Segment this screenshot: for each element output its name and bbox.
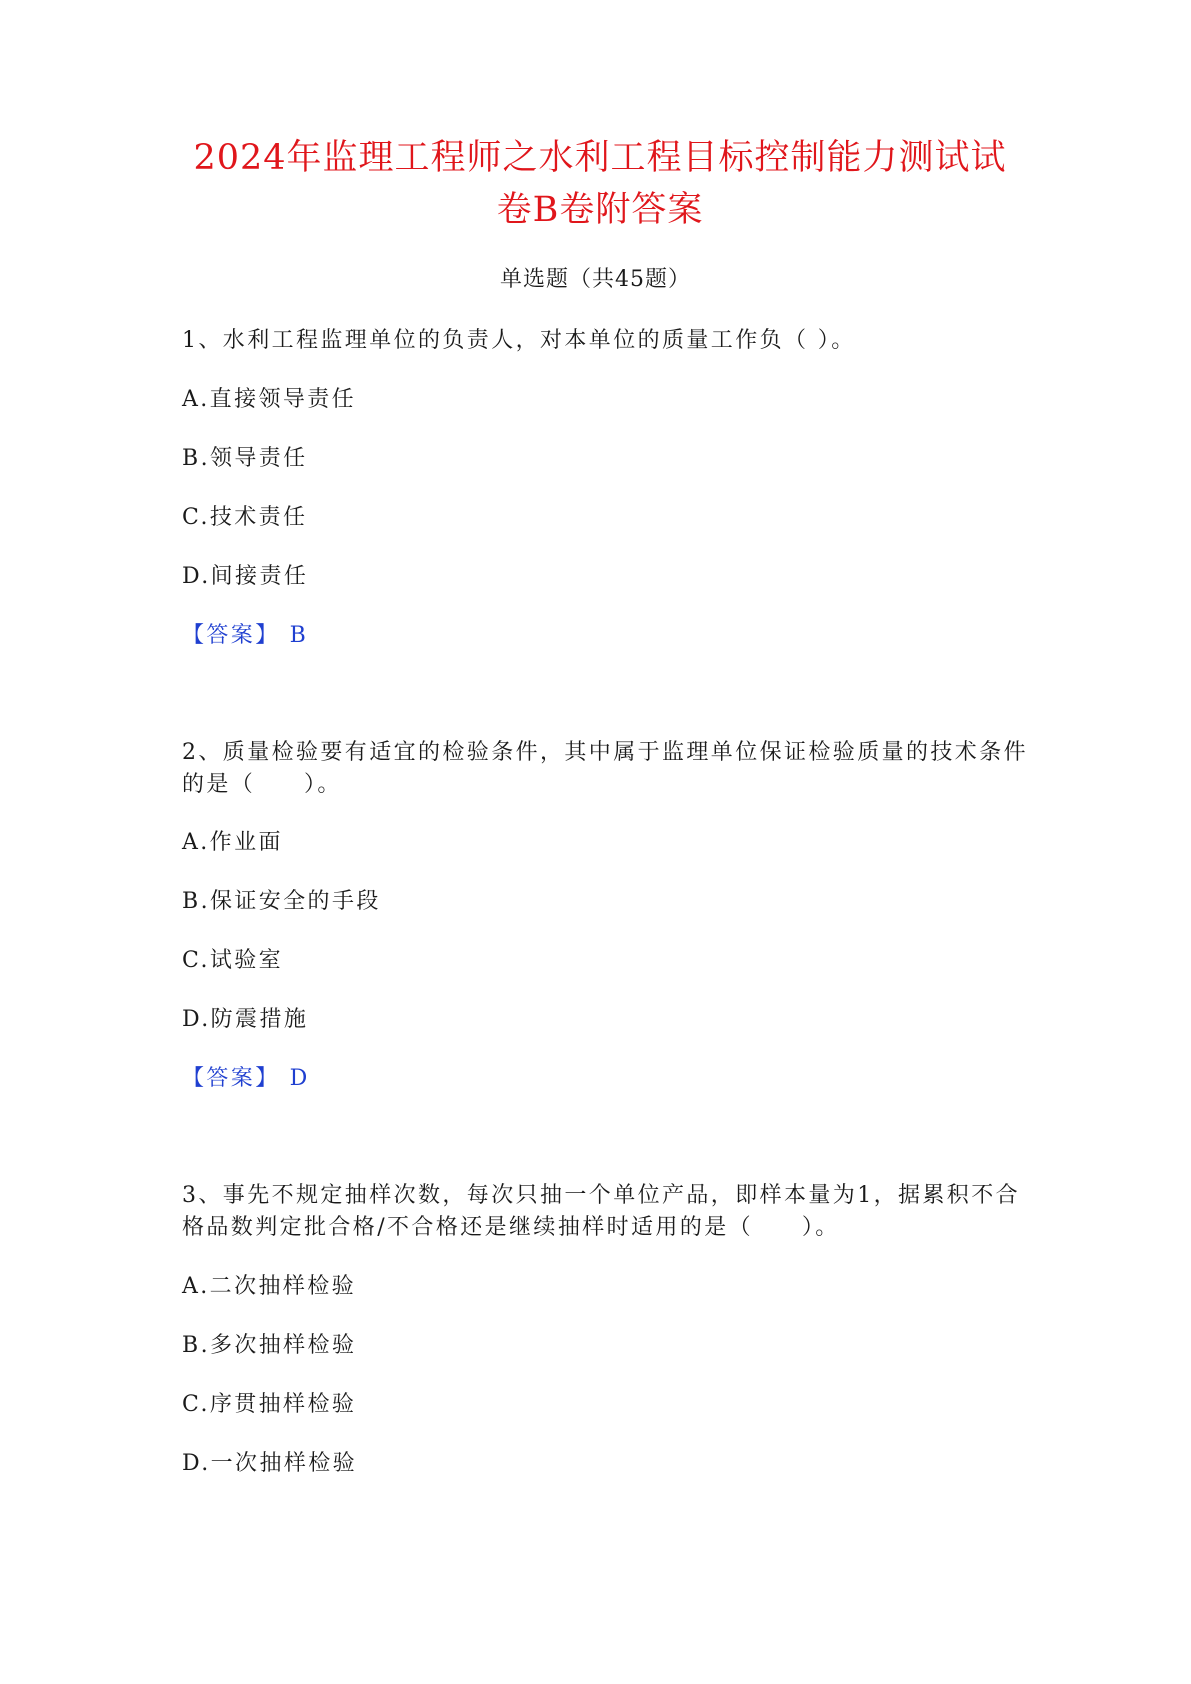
- answer-value: D: [289, 1066, 310, 1091]
- question-2-answer: [182, 1063, 310, 1095]
- page-title-line1: 2024年监理工程师之水利工程目标控制能力测试试: [193, 138, 1007, 178]
- question-3-option-c: C.序贯抽样检验: [182, 1392, 357, 1417]
- question-1-option-d: D.间接责任: [182, 564, 309, 589]
- question-3-option-a: A.二次抽样检验: [182, 1274, 357, 1299]
- question-2-option-c: C.试验室: [182, 948, 284, 973]
- page-title-line2: 卷B卷附答案: [496, 190, 704, 230]
- question-2-stem-line1: 2、质量检验要有适宜的检验条件，其中属于监理单位保证检验质量的技术条件: [182, 740, 1028, 765]
- question-2-option-b: B.保证安全的手段: [182, 889, 381, 914]
- answer-label: 【答案】: [182, 1066, 280, 1091]
- question-3-option-d: D.一次抽样检验: [182, 1451, 358, 1476]
- question-3-option-b: B.多次抽样检验: [182, 1333, 357, 1358]
- answer-label: 【答案】: [182, 623, 280, 648]
- question-2-option-d: D.防震措施: [182, 1007, 309, 1032]
- answer-value: B: [289, 623, 309, 648]
- section-heading: 单选题（共45题）: [500, 267, 691, 292]
- question-1-option-a: A.直接领导责任: [182, 387, 357, 412]
- question-3-stem-line2: 格品数判定批合格/不合格还是继续抽样时适用的是（ ）。: [182, 1215, 840, 1240]
- question-2-stem-line2: 的是（ ）。: [182, 772, 342, 797]
- page-title: [150, 132, 1050, 236]
- question-3-stem-line1: 3、事先不规定抽样次数，每次只抽一个单位产品，即样本量为1，据累积不合: [182, 1183, 1020, 1208]
- question-1-option-c: C.技术责任: [182, 505, 308, 530]
- question-1-stem: 1、水利工程监理单位的负责人，对本单位的质量工作负（ ）。: [182, 328, 856, 353]
- question-1-option-b: B.领导责任: [182, 446, 308, 471]
- question-2-option-a: A.作业面: [182, 830, 283, 855]
- question-1-answer: [182, 620, 308, 652]
